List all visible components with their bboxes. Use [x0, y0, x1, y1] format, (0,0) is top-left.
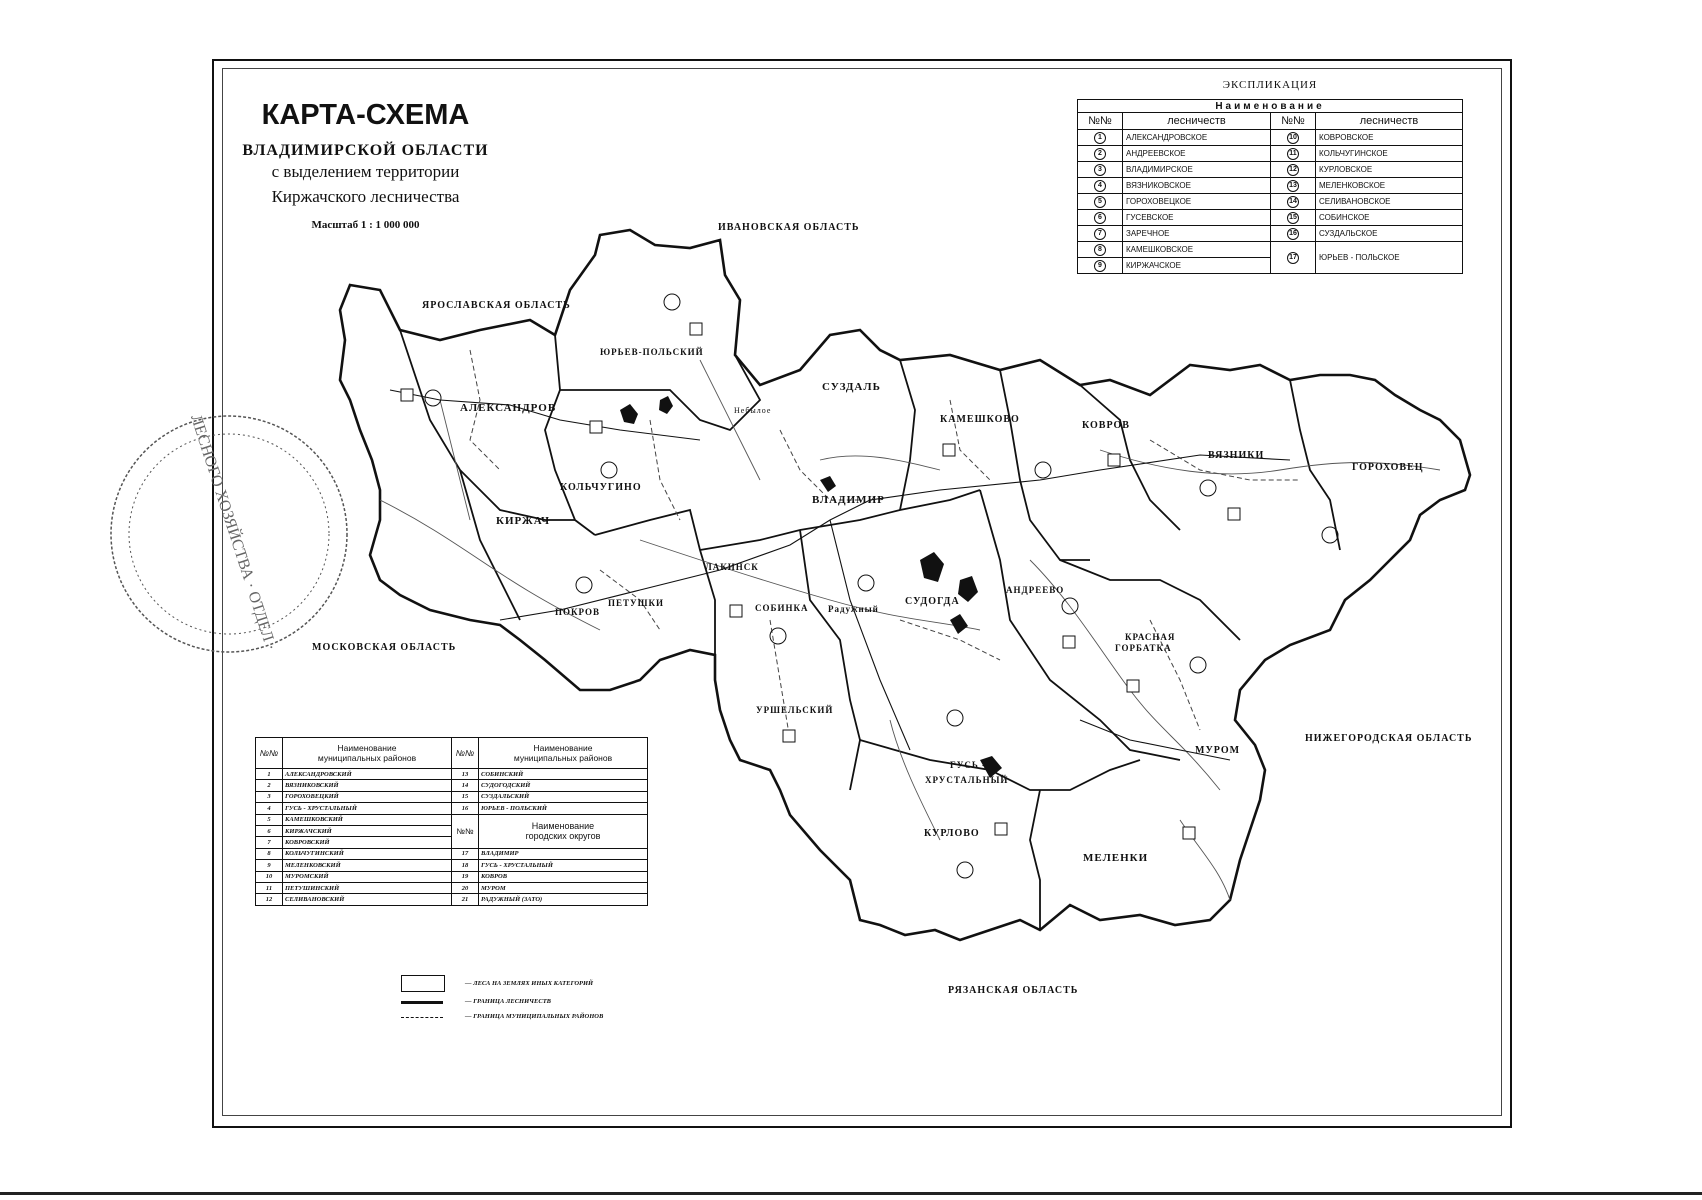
muni-row [256, 871, 648, 882]
explication-row [1078, 242, 1463, 258]
muni-num: 1 [256, 769, 283, 780]
muni-num: 4 [256, 803, 283, 814]
legend-forest-other-label: — ЛЕСА НА ЗЕМЛЯХ ИНЫХ КАТЕГОРИЙ [465, 980, 594, 987]
forestry-name: ВЯЗНИКОВСКОЕ [1123, 178, 1271, 194]
forestry-marker [943, 444, 955, 456]
town-kameshkovo: КАМЕШКОВО [940, 414, 1020, 425]
muni-col-name-line1: Наименование [337, 743, 397, 753]
muni-col-name [479, 738, 648, 769]
village-nebylovo: Небылое [734, 406, 772, 415]
muni-num: 9 [256, 860, 283, 871]
forestry-name: КАМЕШКОВСКОЕ [1123, 242, 1271, 258]
muni-row [256, 769, 648, 780]
town-petushki: ПЕТУШКИ [608, 598, 665, 608]
label-ryazan-region: РЯЗАНСКАЯ ОБЛАСТЬ [948, 985, 1079, 996]
muni-row [256, 803, 648, 814]
muni-row [256, 791, 648, 802]
forestry-name: СЕЛИВАНОВСКОЕ [1316, 194, 1463, 210]
town-gorbatka: ГОРБАТКА [1115, 643, 1172, 653]
town-sobinka: СОБИНКА [755, 603, 809, 613]
legend-forest-other-swatch [401, 975, 445, 992]
town-kolchugino: КОЛЬЧУГИНО [560, 482, 642, 493]
forestry-border [900, 360, 915, 510]
muni-name: ЮРЬЕВ - ПОЛЬСКИЙ [479, 803, 648, 814]
muni-num: 14 [452, 780, 479, 791]
explication-row [1078, 194, 1463, 210]
map-subtitle-region: ВЛАДИМИРСКОЙ ОБЛАСТИ [242, 142, 489, 159]
legend-forestry-border-label: — ГРАНИЦА ЛЕСНИЧЕСТВ [465, 998, 551, 1005]
map-title: КАРТА-СХЕМА [261, 99, 470, 131]
muni-num: 16 [452, 803, 479, 814]
forestry-circle [576, 577, 592, 593]
town-alexandrov: АЛЕКСАНДРОВ [460, 402, 557, 414]
forestry-name: СУЗДАЛЬСКОЕ [1316, 226, 1463, 242]
label-moscow-region: МОСКОВСКАЯ ОБЛАСТЬ [312, 642, 457, 653]
forestry-marker [1228, 508, 1240, 520]
river [440, 400, 470, 520]
forest-patch [659, 396, 673, 414]
forestry-marker [730, 605, 742, 617]
forestry-marker [590, 421, 602, 433]
muni-num: 7 [256, 837, 283, 848]
map-subtitle-highlight: с выделением территории [271, 162, 460, 181]
forest-patch [920, 552, 944, 582]
forestry-num: 12 [1287, 164, 1299, 176]
forestry-border [460, 470, 520, 620]
river [700, 360, 760, 480]
muni-row [256, 894, 648, 905]
muni-num: 5 [256, 814, 283, 825]
forestry-num: 2 [1094, 148, 1106, 160]
explication-row [1078, 146, 1463, 162]
forestry-border [1060, 560, 1240, 640]
map-scale: Масштаб 1 : 1 000 000 [311, 219, 420, 231]
forestry-num: 9 [1094, 260, 1106, 272]
forest-patch [620, 404, 638, 424]
okrug-num: 21 [452, 894, 479, 905]
muni-name: АЛЕКСАНДРОВСКИЙ [283, 769, 452, 780]
muni-num: 10 [256, 871, 283, 882]
muni-num: 15 [452, 791, 479, 802]
okrug-num: 19 [452, 871, 479, 882]
town-suzdal: СУЗДАЛЬ [822, 381, 881, 393]
explication-table [1077, 99, 1463, 274]
explication-row [1078, 178, 1463, 194]
map-subtitle-forestry: Киржачского лесничества [271, 187, 460, 206]
forestry-marker [1127, 680, 1139, 692]
okrug-name: ГУСЬ - ХРУСТАЛЬНЫЙ [479, 860, 648, 871]
forestry-border [980, 490, 1180, 760]
explication-row [1078, 226, 1463, 242]
muni-num: 12 [256, 894, 283, 905]
town-gus-line1: ГУСЬ - [950, 760, 987, 770]
roads [390, 390, 1290, 760]
okrug-num: 18 [452, 860, 479, 871]
forestry-name: ГУСЕВСКОЕ [1123, 210, 1271, 226]
muni-col-name-line1: Наименование [533, 743, 593, 753]
forestry-border [400, 330, 575, 520]
explication-row [1078, 210, 1463, 226]
town-urshelsky: УРШЕЛЬСКИЙ [756, 705, 834, 715]
forestry-name: АНДРЕЕВСКОЕ [1123, 146, 1271, 162]
forestry-circle [664, 294, 680, 310]
municipal-borders [470, 350, 1300, 740]
forestry-marker [401, 389, 413, 401]
river [820, 456, 940, 470]
forestry-name: ГОРОХОВЕЦКОЕ [1123, 194, 1271, 210]
muni-name: МУРОМСКИЙ [283, 871, 452, 882]
muni-row [256, 860, 648, 871]
forestry-marker [995, 823, 1007, 835]
muni-col-num: №№ [452, 738, 479, 769]
muni-num: 8 [256, 848, 283, 859]
muni-num: 6 [256, 825, 283, 836]
forestry-circle [1200, 480, 1216, 496]
muni-name: КИРЖАЧСКИЙ [283, 825, 452, 836]
forestry-circle [1322, 527, 1338, 543]
forestry-circle [957, 862, 973, 878]
forestry-num: 5 [1094, 196, 1106, 208]
forestry-name: ЗАРЕЧНОЕ [1123, 226, 1271, 242]
okrug-name: КОВРОВ [479, 871, 648, 882]
muni-col-name-line2: муниципальных районов [513, 753, 613, 763]
label-yaroslavl-region: ЯРОСЛАВСКАЯ ОБЛАСТЬ [422, 300, 571, 311]
forestry-circle [1190, 657, 1206, 673]
forestry-name: КУРЛОВСКОЕ [1316, 162, 1463, 178]
forestry-circle [858, 575, 874, 591]
forestry-num: 15 [1287, 212, 1299, 224]
explication-col-num: №№ [1078, 113, 1123, 130]
town-andreevo: АНДРЕЕВО [1006, 585, 1065, 595]
forestry-name: КИРЖАЧСКОЕ [1123, 258, 1271, 274]
forestry-num: 3 [1094, 164, 1106, 176]
muni-name: СОБИНСКИЙ [479, 769, 648, 780]
muni-name: ГОРОХОВЕЦКИЙ [283, 791, 452, 802]
town-lakinsk: ЛАКИНСК [705, 562, 759, 572]
forestry-num: 13 [1287, 180, 1299, 192]
forestry-name: КОЛЬЧУГИНСКОЕ [1316, 146, 1463, 162]
municipal-border [770, 620, 790, 740]
forestry-border [1000, 370, 1090, 560]
muni-name: МЕЛЕНКОВСКИЙ [283, 860, 452, 871]
muni-col-num: №№ [256, 738, 283, 769]
muni-row [256, 882, 648, 893]
town-gorokhovets: ГОРОХОВЕЦ [1352, 462, 1424, 473]
forestry-name: КОВРОВСКОЕ [1316, 130, 1463, 146]
forestry-marker [783, 730, 795, 742]
muni-row [256, 780, 648, 791]
town-melenki: МЕЛЕНКИ [1083, 852, 1149, 864]
forestry-num: 17 [1287, 252, 1299, 264]
okrug-num: 20 [452, 882, 479, 893]
forestry-border [1080, 385, 1180, 530]
legend-forestry-border-swatch [401, 1001, 443, 1004]
forestry-num: 1 [1094, 132, 1106, 144]
forestry-border [595, 510, 715, 655]
okrug-num: 17 [452, 848, 479, 859]
muni-name: ВЯЗНИКОВСКИЙ [283, 780, 452, 791]
town-vyazniki: ВЯЗНИКИ [1208, 450, 1265, 461]
municipal-border [780, 430, 860, 500]
muni-name: КОЛЬЧУГИНСКИЙ [283, 848, 452, 859]
label-ivanovo-region: ИВАНОВСКАЯ ОБЛАСТЬ [718, 222, 860, 233]
municipal-border [650, 420, 680, 520]
muni-row [256, 848, 648, 859]
stamp-text: ЛЕСНОГО ХОЗЯЙСТВА · ОТДЕЛ · [187, 412, 280, 653]
forest-patch [820, 476, 836, 492]
forestry-marker [1063, 636, 1075, 648]
forest-patch [958, 576, 978, 602]
muni-name: КАМЕШКОВСКИЙ [283, 814, 452, 825]
forestry-num: 11 [1287, 148, 1299, 160]
town-vladimir: ВЛАДИМИР [812, 494, 885, 506]
forestry-num: 8 [1094, 244, 1106, 256]
forestry-name: ВЛАДИМИРСКОЕ [1123, 162, 1271, 178]
forestry-num: 16 [1287, 228, 1299, 240]
forestry-marker [1183, 827, 1195, 839]
okrug-header-line1: Наименование [531, 821, 595, 832]
muni-name: ГУСЬ - ХРУСТАЛЬНЫЙ [283, 803, 452, 814]
town-krasnaya: КРАСНАЯ [1125, 632, 1176, 642]
river [640, 540, 980, 630]
forestry-circle [601, 462, 617, 478]
okrug-name: МУРОМ [479, 882, 648, 893]
muni-row [256, 814, 648, 825]
muni-name: СУДОГОДСКИЙ [479, 780, 648, 791]
explication-col-name: лесничеств [1123, 113, 1271, 130]
legend-municipal-border-swatch [401, 1017, 443, 1018]
town-murom: МУРОМ [1195, 745, 1241, 756]
municipal-districts-table [255, 737, 648, 906]
explication-title: ЭКСПЛИКАЦИЯ [1222, 79, 1318, 91]
muni-col-name [283, 738, 452, 769]
town-raduzhny: Радужный [828, 604, 879, 614]
forestry-name: МЕЛЕНКОВСКОЕ [1316, 178, 1463, 194]
forestry-circle [947, 710, 963, 726]
forestry-num: 10 [1287, 132, 1299, 144]
explication-col-name: лесничеств [1316, 113, 1463, 130]
muni-num: 11 [256, 882, 283, 893]
municipal-border [950, 400, 990, 480]
muni-name: КОВРОВСКИЙ [283, 837, 452, 848]
forestry-name: АЛЕКСАНДРОВСКОЕ [1123, 130, 1271, 146]
label-nizhny-region: НИЖЕГОРОДСКАЯ ОБЛАСТЬ [1305, 733, 1473, 744]
forestry-border [800, 530, 860, 790]
explication-row [1078, 130, 1463, 146]
forestry-border [545, 335, 595, 535]
town-kovrov: КОВРОВ [1082, 420, 1130, 431]
forest-patch [950, 614, 968, 634]
forestry-name: СОБИНСКОЕ [1316, 210, 1463, 226]
muni-col-num: №№ [452, 814, 479, 848]
explication-header: Наименование [1078, 100, 1463, 113]
muni-name: СЕЛИВАНОВСКИЙ [283, 894, 452, 905]
okrug-header-line2: городских округов [525, 831, 601, 842]
muni-num: 2 [256, 780, 283, 791]
okrug-name: РАДУЖНЫЙ (ЗАТО) [479, 894, 648, 905]
town-gus-line2: ХРУСТАЛЬНЫЙ [925, 775, 1009, 785]
railway-road [500, 455, 1290, 620]
legend-municipal-border-label: — ГРАНИЦА МУНИЦИПАЛЬНЫХ РАЙОНОВ [465, 1013, 604, 1020]
forestry-border [560, 355, 760, 430]
forestry-num: 4 [1094, 180, 1106, 192]
forestry-marker [1108, 454, 1120, 466]
muni-name: СУЗДАЛЬСКИЙ [479, 791, 648, 802]
forestry-name: ЮРЬЕВ - ПОЛЬСКОЕ [1316, 242, 1463, 274]
forestry-border [1030, 790, 1040, 930]
muni-col-name-line2: муниципальных районов [317, 753, 417, 763]
forestry-marker [690, 323, 702, 335]
town-sudogda: СУДОГДА [905, 596, 960, 607]
okrug-name: ВЛАДИМИР [479, 848, 648, 859]
muni-num: 3 [256, 791, 283, 802]
explication-col-num: №№ [1271, 113, 1316, 130]
forestry-num: 6 [1094, 212, 1106, 224]
explication-row [1078, 162, 1463, 178]
town-kirzhach: КИРЖАЧ [496, 515, 551, 527]
okrug-header [479, 814, 648, 848]
railway-road [830, 520, 910, 750]
municipal-border [900, 620, 1000, 660]
town-pokrov: ПОКРОВ [555, 607, 600, 617]
forestry-num: 14 [1287, 196, 1299, 208]
forestry-num: 7 [1094, 228, 1106, 240]
forestry-circle [1035, 462, 1051, 478]
town-kurlovo: КУРЛОВО [924, 828, 980, 839]
muni-name: ПЕТУШИНСКИЙ [283, 882, 452, 893]
town-yuryev-polsky: ЮРЬЕВ-ПОЛЬСКИЙ [600, 347, 704, 357]
muni-num: 13 [452, 769, 479, 780]
